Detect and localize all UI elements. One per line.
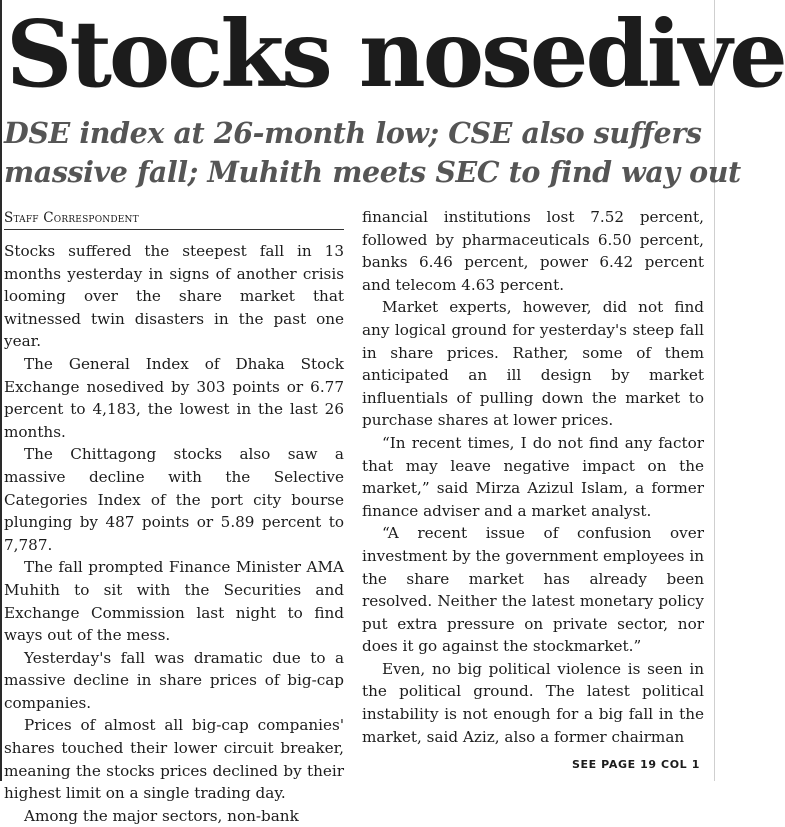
paragraph: Among the major sectors, non-bank — [24, 806, 299, 825]
byline: Staff Correspondent — [4, 209, 344, 230]
headline: Stocks nosedive — [6, 0, 785, 108]
paragraph: Prices of almost all big-cap companies' shares touched their lower circuit breaker, meaning the stocks prices declined by their highest limit on a single trading day. — [4, 716, 344, 803]
paragraph: Even, no big political violence is seen in the political ground. The latest political instability is not enough for a big fall in the market, said Aziz, also a former chairman — [362, 659, 704, 746]
paragraph: The Chittagong stocks also saw a massive decline with the Selective Categories Index of the port city bourse plunging by 487 points or 5.89 percent to 7,787. — [4, 445, 344, 554]
paragraph: “A recent issue of confusion over investment by the government employees in the share market has already been resolved. Neither the latest monetary policy put extra pressure on private sector, nor does it go against the stockmarket.” — [362, 524, 704, 656]
article-column-right — [362, 206, 704, 748]
paragraph: financial institutions lost 7.52 percent, followed by pharmaceuticals 6.50 percent, banks 6.46 percent, power 6.42 percent and telecom 4.63 percent. — [362, 208, 704, 294]
paragraph: Market experts, however, did not find any logical ground for yesterday's steep fall in share prices. Rather, some of them anticipated an ill design by market influentials of pulling down the market to purchase shares at lower prices. — [362, 298, 704, 430]
article-column-left — [4, 206, 344, 827]
paragraph: The General Index of Dhaka Stock Exchange nosedived by 303 points or 6.77 percent to 4,183, the lowest in the last 26 months. — [4, 354, 344, 441]
paragraph: The fall prompted Finance Minister AMA Muhith to sit with the Securities and Exchange Commission last night to find ways out of the mess. — [4, 558, 344, 645]
subheadline — [4, 114, 741, 192]
paragraph: Stocks suffered the steepest fall in 13 months yesterday in signs of another crisis looming over the share market that witnessed twin disasters in the past one year. — [4, 242, 344, 351]
paragraph: Yesterday's fall was dramatic due to a massive decline in share prices of big-cap companies. — [4, 648, 344, 712]
continuation-note: SEE PAGE 19 COL 1 — [572, 758, 700, 771]
subheadline-line-1: DSE index at 26-month low; CSE also suffers — [4, 116, 702, 150]
paragraph: “In recent times, I do not find any factor that may leave negative impact on the market,” said Mirza Azizul Islam, a former finance adviser and a market analyst. — [362, 433, 704, 520]
clipping-left-border — [0, 0, 2, 781]
subheadline-line-2: massive fall; Muhith meets SEC to find way out — [4, 155, 741, 189]
